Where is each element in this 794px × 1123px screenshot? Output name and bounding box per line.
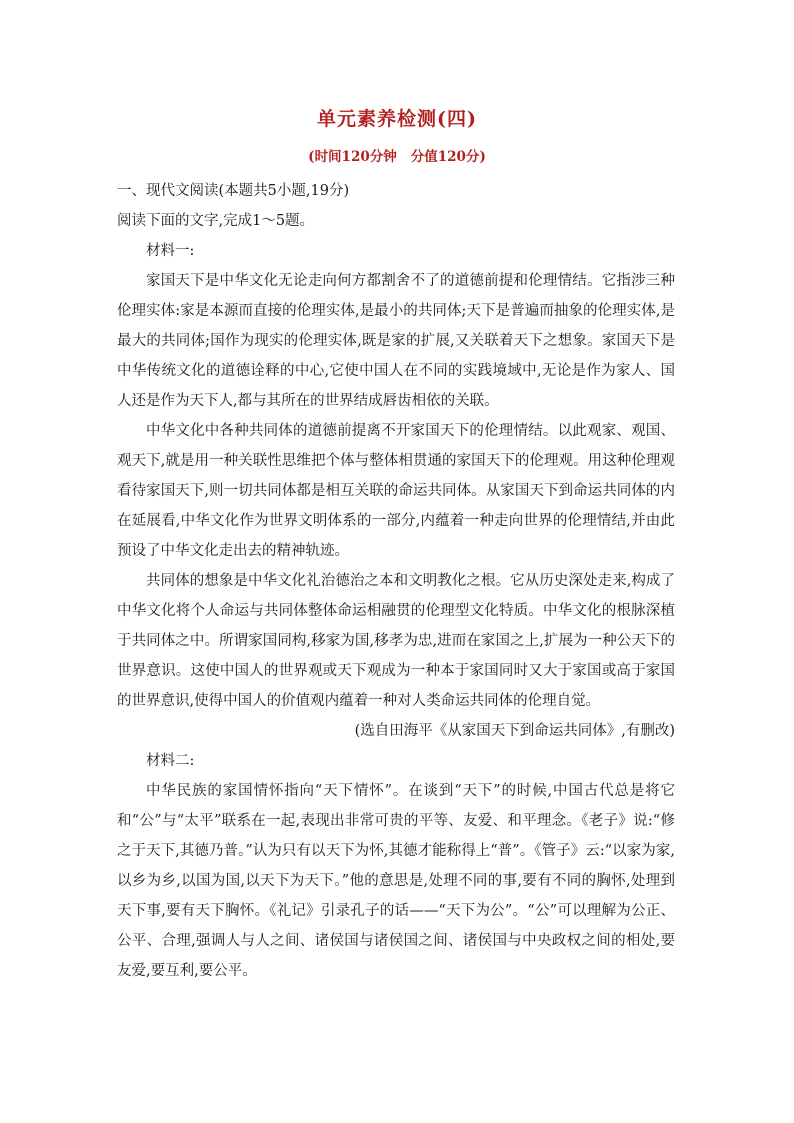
main-content bbox=[117, 176, 675, 986]
section-instruction: 阅读下面的文字,完成1～5题。 bbox=[117, 213, 315, 229]
section-heading: 一、现代文阅读(本题共5小题,19分) bbox=[117, 183, 350, 199]
score-total: 分值120分 bbox=[410, 149, 480, 165]
time-limit: 时间120分钟 bbox=[314, 149, 397, 165]
material-one-paragraph-3: 共同体的想象是中华文化礼治德治之本和文明教化之根。它从历史深处走来,构成了中华文化将个人命运与共同体整体命运相融贯的伦理型文化特质。中华文化的根脉深植于共同体之中。所谓家国同构,移家为国,移孝为忠,进而在家国之上,扩展为一种公天下的世界意识。这使中国人的世界观或天下观成为一种本于家国同时又大于家国或高于家国的世界意识,使得中国人的价值观内蕴着一种对人类命运共同体的伦理自觉。 bbox=[117, 573, 675, 709]
page-title: 单元素养检测(四) bbox=[317, 108, 477, 130]
material-one-label: 材料一: bbox=[146, 243, 195, 259]
material-two-label: 材料二: bbox=[146, 753, 195, 769]
exam-info: (时间120分钟 分值120分) bbox=[308, 149, 486, 165]
material-two-paragraph-1: 中华民族的家国情怀指向“天下情怀”。在谈到“天下”的时候,中国古代总是将它和“公”与“太平”联系在一起,表现出非常可贵的平等、友爱、和平理念。《老子》说:“修之于天下,其德乃普。”认为只有以天下为怀,其德才能称得上“普”。《管子》云:“以家为家,以乡为乡,以国为国,以天下为天下。”他的意思是,处理不同的事,要有不同的胸怀,处理到天下事,要有天下胸怀。《礼记》引录孔子的话——“天下为公”。“公”可以理解为公正、公平、合理,强调人与人之间、诸侯国与诸侯国之间、诸侯国与中央政权之间的相处,要友爱,要互利,要公平。 bbox=[117, 783, 675, 979]
material-one-paragraph-2: 中华文化中各种共同体的道德前提离不开家国天下的伦理情结。以此观家、观国、观天下,就是用一种关联性思维把个体与整体相贯通的家国天下的伦理观。用这种伦理观看待家国天下,则一切共同体都是相互关联的命运共同体。从家国天下到命运共同体的内在延展看,中华文化作为世界文明体系的一部分,内蕴着一种走向世界的伦理情结,并由此预设了中华文化走出去的精神轨迹。 bbox=[117, 423, 675, 559]
material-one-paragraph-1: 家国天下是中华文化无论走向何方都割舍不了的道德前提和伦理情结。它指涉三种伦理实体:家是本源而直接的伦理实体,是最小的共同体;天下是普遍而抽象的伦理实体,是最大的共同体;国作为现实的伦理实体,既是家的扩展,又关联着天下之想象。家国天下是中华传统文化的道德诠释的中心,它使中国人在不同的实践境域中,无论是作为家人、国人还是作为天下人,都与其所在的世界结成唇齿相依的关联。 bbox=[117, 273, 675, 409]
material-one-source: (选自田海平《从家国天下到命运共同体》,有删改) bbox=[354, 723, 675, 739]
